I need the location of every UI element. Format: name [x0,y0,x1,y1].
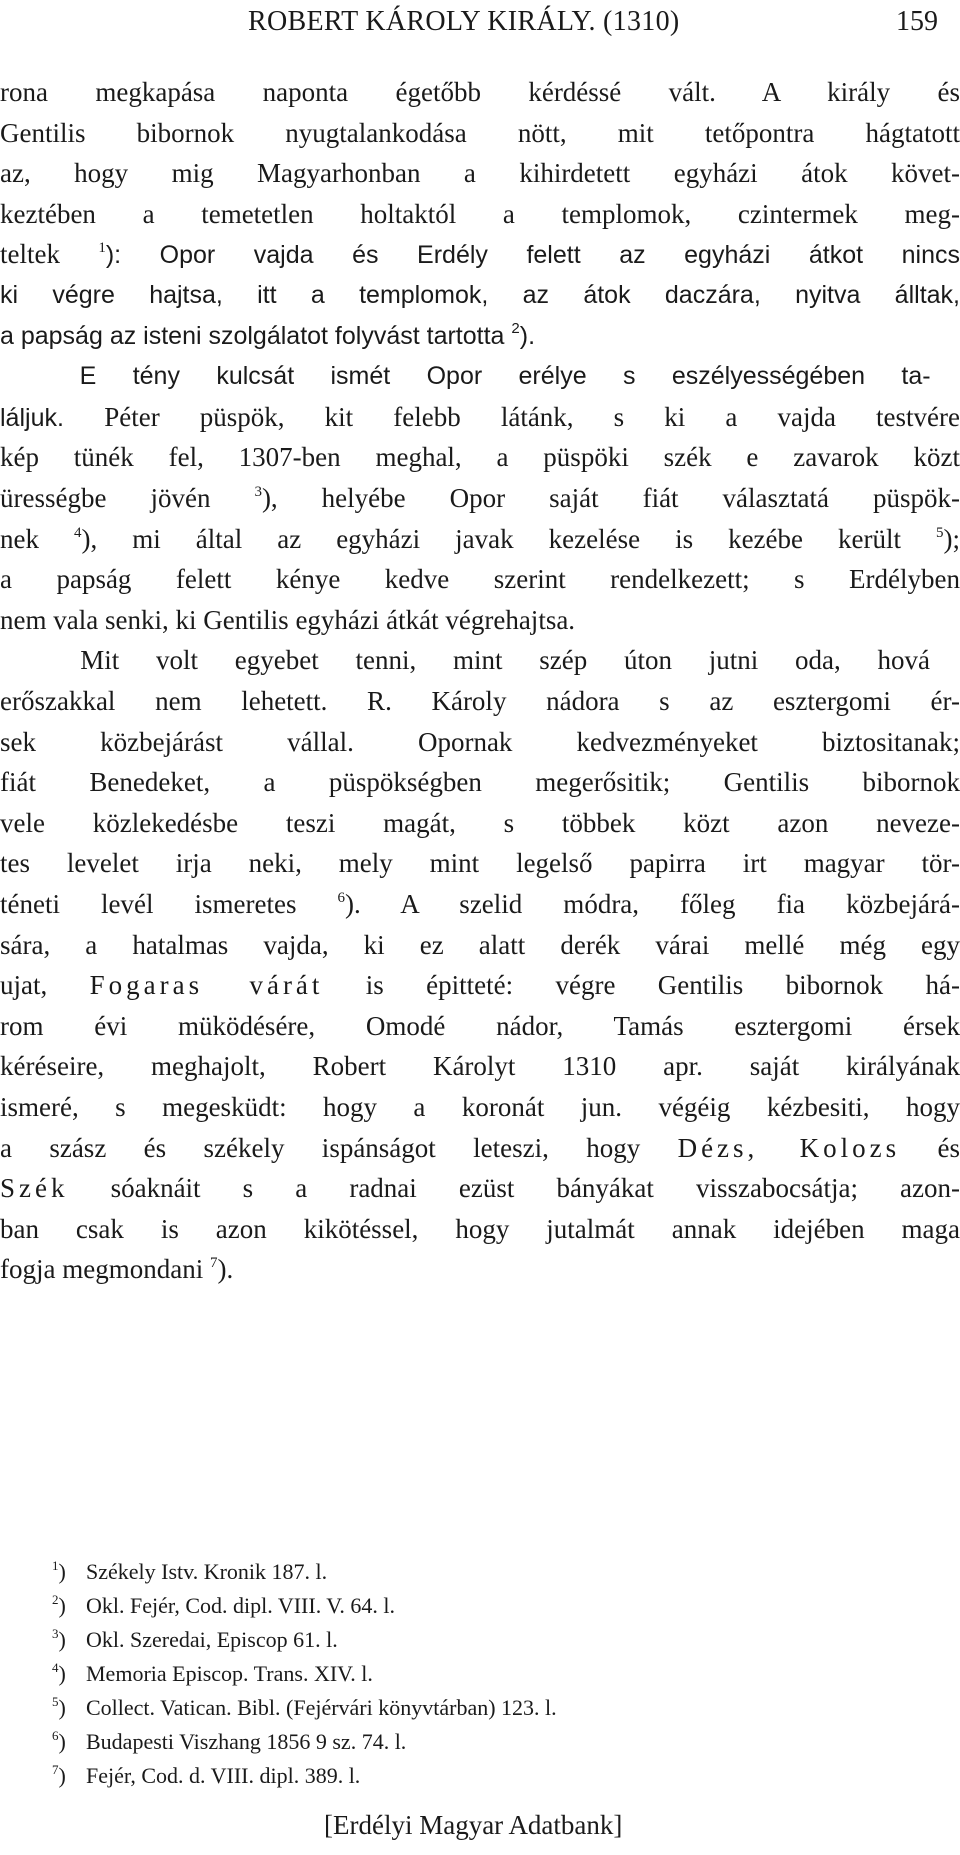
text-line-content [0,199,960,229]
text-line-content [0,442,960,472]
text-segment: erőszakkal nem lehetett. R. Károly nádora s az esztergomi ér- [0,686,960,716]
text-line [0,194,960,234]
text-segment: ). [217,1254,234,1285]
footnote-marker: 7 [52,1762,59,1777]
footnote [0,1725,900,1759]
footnote-text: Okl. Szeredai, Episcop 61. l. [86,1627,338,1652]
text-segment: ). A szelid módra, főleg fia közbejárá- [344,889,960,919]
footnote-text: Fejér, Cod. d. VIII. dipl. 389. l. [86,1763,361,1788]
text-segment: keztében a temetetlen holtaktól a templomok, czintermek meg- [0,198,960,229]
running-header [0,0,960,56]
text-line-content [0,239,960,269]
text-line [0,1168,960,1208]
text-line [0,681,960,721]
text-line-content [0,605,575,635]
text-line-content [0,362,931,390]
footnote-text: Memoria Episcop. Trans. XIV. l. [86,1661,373,1686]
footnote-text: Budapesti Viszhang 1856 9 sz. 74. l. [86,1729,407,1754]
text-segment: kéréseire, meghajolt, Robert Károlyt 1310 apr. saját királyának [0,1051,960,1082]
text-segment: sóaknáit s a radnai ezüst bányákat visszabocsátja; azon- [68,1173,960,1204]
text-line-content [0,1133,960,1163]
footnote-ref: 7 [209,1255,218,1272]
footnote-text: Okl. Fejér, Cod. dipl. VIII. V. 64. l. [86,1593,395,1618]
text-segment: Mit volt egyebet tenni, mint szép úton jutni oda, hová [0,645,930,676]
footnote-marker: 6 [52,1728,59,1743]
text-line [0,72,960,112]
text-segment: a papság az isteni szolgálatot folyvást tartotta [0,321,512,350]
text-line [0,316,960,356]
text-line [0,519,960,559]
footnote [0,1657,900,1691]
text-line-content [0,1214,960,1244]
text-line [0,275,960,315]
footnote-ref: 5 [936,524,944,541]
text-line [0,843,960,883]
text-line [0,356,960,396]
text-line [0,1249,960,1289]
text-segment: fiát Benedeket, a püspökségben megerősitik; Gentilis bibornok [0,767,960,798]
text-line [0,1209,960,1249]
footnote-marker: 5 [52,1694,59,1709]
text-line-content [0,1173,960,1203]
text-segment: rom évi müködésére, Omodé nádor, Tamás esztergomi érsek [0,1010,960,1041]
text-line [0,965,960,1005]
text-line-content [0,970,960,1000]
text-segment: teltek [0,239,99,270]
text-line-content [0,884,960,924]
text-line [0,1006,960,1046]
text-segment: tes levelet irja neki, mely mint legelső papirra irt magyar tör- [0,848,960,879]
text-line-content [0,402,960,432]
footnote [0,1589,900,1623]
text-segment: téneti levél ismeretes [0,889,338,919]
text-segment: sek közbejárást vállal. Opornak kedvezményeket biztositanak; [0,726,960,757]
text-line-content [0,930,960,960]
text-segment: Péter püspök, kit felebb látánk, s ki a vajda testvére [104,401,960,432]
text-line [0,722,960,762]
text-line [0,1046,960,1086]
text-segment: ), mi által az egyházi javak kezelése is kezébe került [81,523,936,554]
footnote-number: $^2$) [52,1592,66,1618]
footnote-number: $^4$) [52,1660,66,1686]
text-line [0,397,960,437]
text-segment: Gentilis bibornok nyugtalankodása nött, mit tetőpontra hágtatott [0,117,960,148]
text-segment: ürességbe jövén [0,483,255,513]
footnote-number: $^1$) [52,1558,66,1584]
text-segment: ): Opor vajda és Erdély felett az egyházi átkot nincs [105,241,960,270]
text-line-content [0,1092,960,1122]
footnote-marker: 2 [52,1592,59,1607]
text-segment: nek [0,523,74,554]
text-segment: az, hogy mig Magyarhonban a kihirdetett egyházi átok követ- [0,158,960,189]
text-segment: vele közlekedésbe teszi magát, s többek közt azon neveze- [0,807,960,838]
text-line-content [0,319,536,350]
footnote-ref: 3 [254,484,262,500]
footnote-number: $^7$) [52,1762,66,1788]
page-footer [0,1810,960,1850]
text-line-content [0,848,960,878]
footnote-number: $^5$) [52,1694,66,1720]
text-segment: sára, a hatalmas vajda, ki ez alatt derék várai mellé még egy [0,929,960,960]
text-line [0,600,960,640]
footnote [0,1691,900,1725]
text-segment: a szász és székely ispánságot leteszi, hogy [0,1132,678,1163]
footnote-ref: 2 [511,319,520,337]
text-segment: ); [943,523,960,554]
text-line-content [0,118,960,148]
text-segment: fogja megmondani [0,1254,210,1285]
text-line [0,925,960,965]
text-line-content [0,158,960,188]
text-segment: kép tünék fel, 1307-ben meghal, a püspöki szék e zavarok közt [0,442,960,473]
text-line [0,884,960,924]
emphasized-text: Szék [0,1173,69,1204]
text-line-content [0,686,960,716]
text-segment: ). [519,321,536,350]
text-segment: is épitteté: végre Gentilis bibornok há- [323,970,960,1001]
footnote-ref: 4 [74,524,82,541]
text-line-content [0,1011,960,1041]
text-line [0,234,960,274]
footnote-ref: 1 [98,240,106,257]
emphasized-text: Dézs, Kolozs [677,1132,901,1163]
text-line [0,437,960,477]
running-title: ROBERT KÁROLY KIRÁLY. (1310) [248,6,680,37]
text-line-content [0,1051,960,1081]
text-line [0,640,960,680]
text-segment: ki végre hajtsa, itt a templomok, az átok daczára, nyitva álltak, [0,281,960,309]
text-line [0,113,960,153]
text-line-content [0,483,960,513]
text-line [0,478,960,518]
text-segment: ban csak is azon kikötéssel, hogy jutalmát annak idejében maga [0,1213,960,1244]
text-line-content [0,524,960,554]
text-line-content [0,1254,233,1284]
footnote [0,1623,900,1657]
footnote-number: $^6$) [52,1728,66,1754]
text-segment: a papság felett kénye kedve szerint rendelkezett; s Erdélyben [0,564,960,595]
text-segment: és [900,1132,960,1163]
footnote-number: $^3$) [52,1626,66,1652]
source-attribution: [Erdélyi Magyar Adatbank] [324,1810,623,1840]
text-segment: rona megkapása naponta égetőbb kérdéssé vált. A király és [0,77,960,107]
footnote-text: Székely Istv. Kronik 187. l. [86,1559,328,1584]
text-line-content [0,645,930,675]
footnote-ref: 6 [337,890,345,906]
text-segment: ujat, [0,970,90,1001]
text-segment: nem vala senki, ki Gentilis egyházi átkát végrehajtsa. [0,604,576,635]
text-line [0,1087,960,1127]
text-segment: ismeré, s megesküdt: hogy a koronát jun. végéig kézbesiti, hogy [0,1092,960,1122]
footnote-marker: 1 [52,1558,59,1573]
text-line-content [0,564,960,594]
footnote [0,1555,900,1589]
text-line [0,1128,960,1168]
footnote-text: Collect. Vatican. Bibl. (Fejérvári könyvtárban) 123. l. [86,1695,557,1720]
text-segment: E tény kulcsát ismét Opor erélye s eszélyességében ta- [0,362,931,391]
text-line-content [0,281,960,309]
text-segment: láljuk. [0,403,105,432]
text-line [0,803,960,843]
text-line-content [0,77,960,107]
footnote-marker: 3 [52,1626,59,1641]
text-segment: ), helyébe Opor saját fiát választatá püspök- [261,483,960,513]
emphasized-text: Fogaras várát [89,970,324,1001]
text-line-content [0,808,960,838]
footnote-marker: 4 [52,1660,59,1675]
text-line [0,559,960,599]
text-line [0,762,960,802]
footnote [0,1759,900,1793]
text-line [0,153,960,193]
text-line-content [0,767,960,797]
page-number: 159 [896,6,938,37]
text-line-content [0,727,960,757]
